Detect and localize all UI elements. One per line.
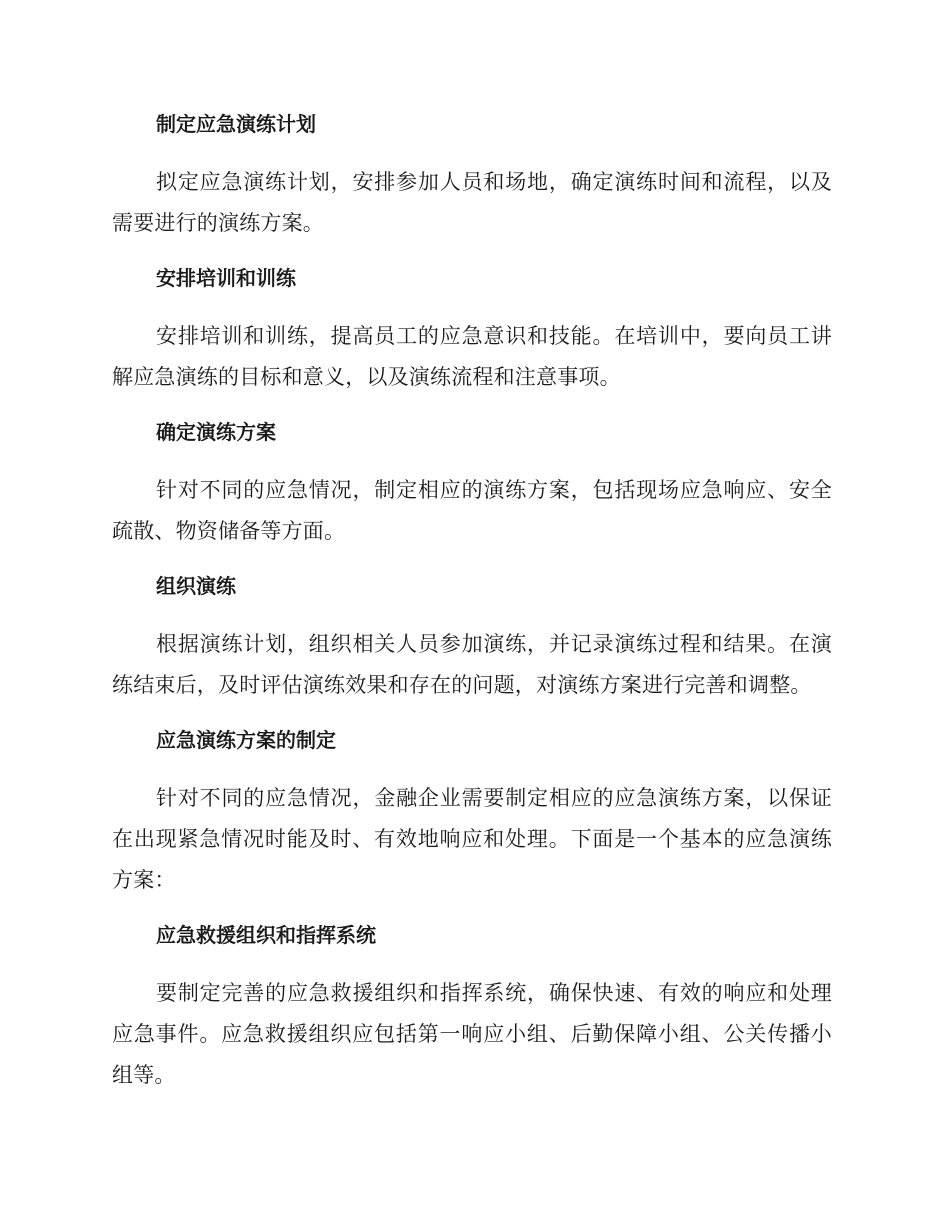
section-organize-drill — [112, 570, 832, 706]
section-paragraph: 针对不同的应急情况，制定相应的演练方案，包括现场应急响应、安全疏散、物资储备等方面。 — [112, 478, 832, 543]
section-paragraph: 根据演练计划，组织相关人员参加演练，并记录演练过程和结果。在演练结束后，及时评估演练效果和存在的问题，对演练方案进行完善和调整。 — [112, 632, 832, 697]
section-heading: 确定演练方案 — [156, 420, 276, 444]
section-heading: 制定应急演练计划 — [156, 112, 316, 136]
section-heading: 应急救援组织和指挥系统 — [156, 923, 376, 947]
section-heading: 组织演练 — [156, 574, 236, 598]
section-drill-plan — [112, 108, 832, 244]
section-drill-scheme — [112, 416, 832, 552]
document-body — [112, 108, 832, 1114]
section-scheme-formulation — [112, 724, 832, 901]
section-paragraph: 针对不同的应急情况，金融企业需要制定相应的应急演练方案，以保证在出现紧急情况时能及时、有效地响应和处理。下面是一个基本的应急演练方案： — [112, 786, 832, 892]
section-training — [112, 262, 832, 398]
section-paragraph: 安排培训和训练，提高员工的应急意识和技能。在培训中，要向员工讲解应急演练的目标和意义，以及演练流程和注意事项。 — [112, 324, 832, 389]
section-heading: 安排培训和训练 — [156, 266, 296, 290]
section-heading: 应急演练方案的制定 — [156, 728, 336, 752]
section-paragraph: 要制定完善的应急救援组织和指挥系统，确保快速、有效的响应和处理应急事件。应急救援组织应包括第一响应小组、后勤保障小组、公关传播小组等。 — [112, 981, 832, 1087]
section-paragraph: 拟定应急演练计划，安排参加人员和场地，确定演练时间和流程，以及需要进行的演练方案。 — [112, 170, 832, 235]
section-rescue-command — [112, 919, 832, 1096]
